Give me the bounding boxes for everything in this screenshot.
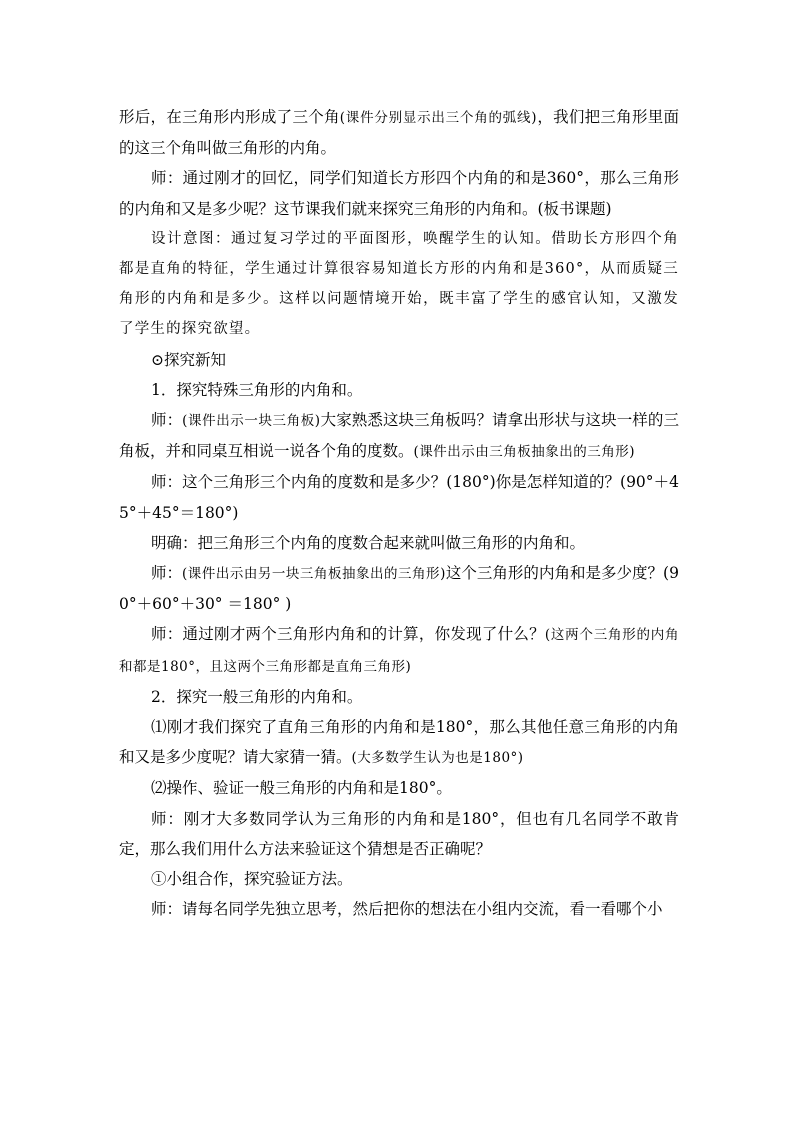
paragraph-text: 师：通过刚才的回忆，同学们知道长方形四个内角的和是360°，那么三角形的内角和又是多少呢？这节课我们就来探究三角形的内角和。(板书课题)	[119, 169, 679, 218]
body-paragraph	[119, 467, 679, 527]
paragraph-text: 师：刚才大多数同学认为三角形的内角和是180°，但也有几名同学不敢肯定，那么我们用什么方法来验证这个猜想是否正确呢？	[119, 809, 679, 858]
paragraph-text: 师：请每名同学先独立思考，然后把你的想法在小组内交流，看一看哪个小	[151, 900, 663, 919]
paragraph-text: 师：这个三角形三个内角的度数和是多少？(180°)你是怎样知道的？(90°＋45°＋45°＝180°)	[119, 473, 679, 522]
annotation-text: (课件出示由另一块三角板抽象出的三角形)	[182, 566, 446, 583]
body-paragraph	[119, 894, 679, 924]
paragraph-text: 2．探究一般三角形的内角和。	[151, 687, 363, 706]
paragraph-text: ，我们把三角形里面的这三个角叫做三角形的内角。	[119, 108, 679, 158]
body-paragraph	[119, 773, 679, 803]
annotation-text: (大多数学生认为也是180°)	[351, 750, 524, 767]
body-paragraph	[119, 345, 679, 375]
annotation-text: (课件出示由三角板抽象出的三角形)	[413, 444, 636, 461]
paragraph-text: 师：	[151, 564, 183, 583]
paragraph-text: 这个三角形的内角和是多少度？(90°＋60°＋30° ＝180° )	[119, 564, 679, 614]
document-body	[119, 102, 679, 924]
body-paragraph	[119, 163, 679, 223]
paragraph-text: ⑴刚才我们探究了直角三角形的内角和是180°，那么其他任意三角形的内角和又是多少度呢？请大家猜一猜。	[119, 718, 679, 767]
paragraph-text: ⑵操作、验证一般三角形的内角和是180°。	[151, 779, 452, 798]
body-paragraph	[119, 558, 679, 619]
body-paragraph	[119, 682, 679, 712]
paragraph-text: 师：通过刚才两个三角形内角和的计算，你发现了什么？	[151, 625, 545, 644]
annotation-text: (课件出示一块三角板)	[182, 413, 321, 430]
paragraph-text: 形后，在三角形内形成了三个角	[119, 108, 340, 126]
body-paragraph	[119, 864, 679, 894]
body-paragraph	[119, 528, 679, 558]
body-paragraph	[119, 405, 679, 467]
body-paragraph	[119, 804, 679, 864]
paragraph-text: 大家熟悉这块三角板吗？请拿出形状与这块一样的三角板，并和同桌互相说一说各个角的度数。	[119, 411, 679, 461]
body-paragraph	[119, 712, 679, 773]
annotation-text: (这两个三角形的内角和都是180°，且这两个三角形都是直角三角形)	[119, 627, 679, 675]
body-paragraph	[119, 375, 679, 405]
paragraph-text: ①小组合作，探究验证方法。	[151, 870, 353, 889]
paragraph-text: 师：	[151, 411, 183, 430]
paragraph-text: 设计意图：通过复习学过的平面图形，唤醒学生的认知。借助长方形四个角都是直角的特征，学生通过计算很容易知道长方形的内角和是360°，从而质疑三角形的内角和是多少。这样以问题情境开始，既丰富了学生的感官认知，又激发了学生的探究欲望。	[119, 230, 679, 338]
annotation-text: (课件分别显示出三个角的弧线)	[339, 110, 538, 126]
body-paragraph	[119, 619, 679, 681]
paragraph-text: 明确：把三角形三个内角的度数合起来就叫做三角形的内角和。	[151, 533, 586, 552]
paragraph-text: ⊙探究新知	[151, 350, 226, 369]
design-intent-paragraph	[119, 224, 679, 345]
paragraph-text: 1．探究特殊三角形的内角和。	[151, 380, 363, 399]
body-paragraph	[119, 102, 679, 163]
